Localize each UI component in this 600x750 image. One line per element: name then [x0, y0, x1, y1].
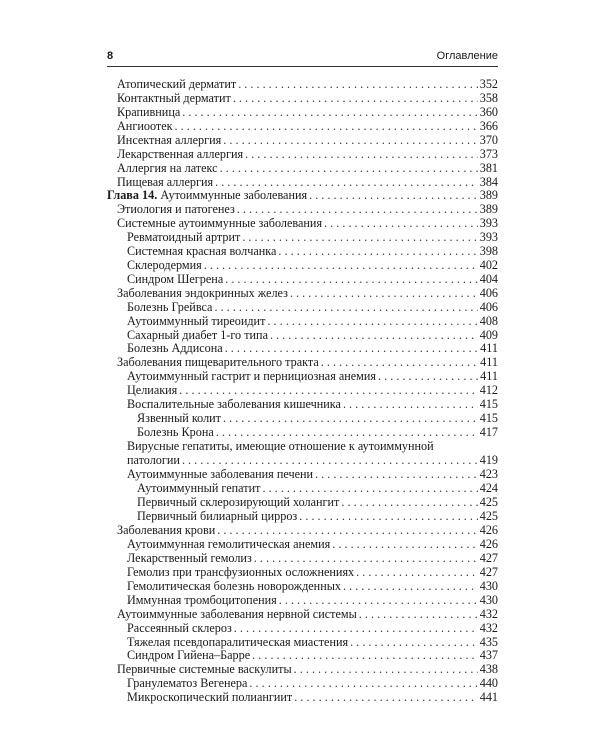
toc-entry-page: 393	[479, 229, 498, 244]
toc-entry-page: 408	[479, 313, 498, 328]
toc-entry-label: Контактный дерматит	[117, 90, 231, 105]
toc-entry-page: 419	[479, 453, 498, 468]
dot-leader	[249, 677, 477, 691]
toc-entry	[107, 524, 498, 538]
toc-entry-label: Синдром Шегрена	[127, 271, 224, 286]
toc-entry-page: 415	[479, 397, 498, 412]
dot-leader	[179, 384, 477, 398]
toc-entry	[107, 608, 498, 622]
toc-entry-label: Гемолиз при трансфузионных осложнениях	[127, 564, 355, 579]
toc-entry	[107, 677, 498, 691]
toc-entry-page: 398	[479, 243, 498, 258]
dot-leader	[234, 622, 478, 636]
toc-entry	[107, 510, 498, 524]
toc-entry-page: 373	[479, 146, 498, 161]
toc-entry	[107, 538, 498, 552]
toc-entry-label: Болезнь Грейвса	[127, 299, 213, 314]
dot-leader	[262, 482, 477, 496]
toc-entry	[107, 329, 498, 343]
dot-leader	[225, 342, 478, 356]
toc-entry-label: Первичный склерозирующий холангит	[137, 494, 340, 509]
toc-entry-page: 427	[479, 550, 498, 565]
toc-entry	[107, 245, 498, 259]
toc-entry	[107, 566, 498, 580]
toc-entry-label: Ангиоотек	[117, 118, 173, 133]
toc-chapter-list	[107, 189, 498, 705]
dot-leader	[290, 287, 478, 301]
dot-leader	[350, 636, 478, 650]
toc-entry-page: 412	[479, 383, 498, 398]
dot-leader	[378, 370, 478, 384]
dot-leader	[270, 329, 478, 343]
toc-entry-label: Воспалительные заболевания кишечника	[127, 397, 341, 412]
toc-entry	[107, 482, 498, 496]
toc-entry-page: 393	[479, 215, 498, 230]
toc-entry-label: Гемолитическая болезнь новорожденных	[127, 578, 342, 593]
toc-entry-page: 384	[479, 174, 498, 189]
toc-entry-label: Склеродермия	[127, 257, 202, 272]
toc-entry	[107, 691, 498, 705]
toc-entry-page: 441	[479, 690, 498, 705]
toc-entry-label: Синдром Гийена–Барре	[127, 648, 251, 663]
toc-entry-label: Заболевания эндокринных желез	[117, 285, 288, 300]
dot-leader	[225, 273, 477, 287]
toc-entry-label: Ревматоидный артрит	[127, 229, 241, 244]
toc-entry	[107, 496, 498, 510]
toc-entry-label: Сахарный диабет 1-го типа	[127, 327, 268, 342]
dot-leader	[267, 315, 477, 329]
toc-entry-label: Гранулематоз Вегенера	[127, 676, 248, 691]
toc-entry	[107, 649, 498, 663]
toc-entry-page: 402	[479, 257, 498, 272]
toc-entry-page: 411	[480, 355, 498, 370]
dot-leader	[279, 594, 478, 608]
toc-entry	[107, 454, 498, 468]
dot-leader	[299, 510, 477, 524]
dot-leader	[321, 356, 478, 370]
chapter-number: Глава 14.	[107, 188, 158, 202]
toc-entry	[107, 398, 498, 412]
toc-entry-page: 404	[479, 271, 498, 286]
toc-entry	[107, 120, 498, 134]
dot-leader	[294, 691, 477, 705]
toc-entry-label: Болезнь Крона	[137, 425, 214, 440]
toc-entry	[107, 663, 498, 677]
toc-entry	[107, 217, 498, 231]
toc-entry-page: 358	[479, 90, 498, 105]
toc-entry-label: Системные аутоиммунные заболевания	[117, 215, 323, 230]
dot-leader	[294, 663, 478, 677]
toc-entry	[107, 315, 498, 329]
toc-entry-label: Болезнь Аддисона	[127, 341, 223, 356]
toc-entry-page: 415	[479, 411, 498, 426]
toc-entry-page: 427	[479, 564, 498, 579]
dot-leader	[242, 231, 477, 245]
toc-entry	[107, 622, 498, 636]
dot-leader	[356, 566, 478, 580]
toc-entry-page: 426	[479, 522, 498, 537]
dot-leader	[238, 78, 478, 92]
toc-entry-page: 417	[479, 425, 498, 440]
toc-entry-page: 409	[479, 327, 498, 342]
toc-entry	[107, 162, 498, 176]
dot-leader	[341, 496, 477, 510]
toc-entry	[107, 384, 498, 398]
toc-entry	[107, 440, 498, 454]
toc-entry-label: Атопический дерматит	[117, 77, 237, 91]
toc-entry-label: Первичные системные васкулиты	[117, 662, 292, 677]
dot-leader	[223, 134, 477, 148]
toc-entry	[107, 106, 498, 120]
dot-leader	[315, 468, 478, 482]
toc-entry	[107, 594, 498, 608]
toc-entry	[107, 412, 498, 426]
toc-entry-label: Первичный билиарный цирроз	[137, 508, 298, 523]
toc-entry	[107, 259, 498, 273]
dot-leader	[252, 649, 478, 663]
dot-leader	[204, 259, 478, 273]
dot-leader	[359, 608, 478, 622]
toc-entry-page: 430	[479, 592, 498, 607]
toc-entry-label: Иммунная тромбоцитопения	[127, 592, 277, 607]
toc-entry-page: 432	[479, 620, 498, 635]
toc-entry-label: Язвенный колит	[137, 411, 222, 426]
toc-entry-page: 432	[479, 606, 498, 621]
toc-entry	[107, 370, 498, 384]
toc-entry-page: 389	[479, 201, 498, 216]
toc-entry-page: 366	[479, 118, 498, 133]
toc-entry-label: Рассеянный склероз	[127, 620, 232, 635]
dot-leader	[309, 189, 478, 203]
toc-entry-label: Лекарственная аллергия	[117, 146, 244, 161]
toc-entry-page: 437	[479, 648, 498, 663]
toc-entry-page: 381	[479, 160, 498, 175]
toc-entry-page: 423	[479, 467, 498, 482]
toc-entry	[107, 78, 498, 92]
toc-entry	[107, 468, 498, 482]
toc-entry-label	[107, 189, 309, 203]
toc-chapter-heading	[107, 189, 498, 203]
running-head: Оглавление	[436, 50, 498, 62]
toc-entry-label: патологии	[127, 453, 180, 468]
toc-entry-label: Аутоиммунный гастрит и пернициозная анемия	[127, 369, 377, 384]
dot-leader	[278, 245, 477, 259]
toc-entry	[107, 301, 498, 315]
dot-leader	[332, 538, 477, 552]
toc-entry-label: Вирусные гепатиты, имеющие отношение к аутоиммунной	[127, 439, 434, 454]
toc-entry-label: Пищевая аллергия	[117, 174, 214, 189]
dot-leader	[214, 301, 477, 315]
toc-entry	[107, 134, 498, 148]
toc-entry-page: 440	[479, 676, 498, 691]
toc-entry-page: 411	[480, 369, 498, 384]
toc-entry-page: 438	[479, 662, 498, 677]
dot-leader	[245, 148, 478, 162]
toc-entry-label: Аутоиммунный тиреоидит	[127, 313, 266, 328]
toc-entry	[107, 636, 498, 650]
toc-entry	[107, 342, 498, 356]
toc-entry-page: 425	[479, 508, 498, 523]
toc-entry-page: 435	[479, 634, 498, 649]
toc-entry	[107, 356, 498, 370]
toc-entry	[107, 92, 498, 106]
toc-entry-page: 352	[479, 77, 498, 91]
dot-leader	[324, 217, 478, 231]
toc-entry-label: Аутоиммунная гемолитическая анемия	[127, 536, 331, 551]
dot-leader	[254, 552, 478, 566]
dot-leader	[220, 162, 478, 176]
header-rule	[107, 66, 498, 67]
toc-entry-label: Системная красная волчанка	[127, 243, 277, 258]
toc-entry-label: Целиакия	[127, 383, 178, 398]
dot-leader	[217, 524, 477, 538]
toc-entry-page: 370	[479, 132, 498, 147]
dot-leader	[175, 120, 478, 134]
toc-entry	[107, 273, 498, 287]
toc-entry-label: Аутоиммунные заболевания нервной системы	[117, 606, 357, 621]
dot-leader	[182, 106, 477, 120]
toc-entry-label: Крапивница	[117, 104, 181, 119]
toc-entry-label: Тяжелая псевдопаралитическая миастения	[127, 634, 349, 649]
dot-leader	[223, 412, 478, 426]
toc-entry-label: Этиология и патогенез	[117, 201, 235, 216]
toc-entry	[107, 287, 498, 301]
toc-entry	[107, 231, 498, 245]
toc-entry-label: Инсектная аллергия	[117, 132, 222, 147]
toc-entry-label: Аутоиммунный гепатит	[137, 481, 261, 496]
toc-entry-page: 424	[479, 481, 498, 496]
dot-leader	[343, 580, 478, 594]
dot-leader	[182, 454, 478, 468]
toc-entry-page: 426	[479, 536, 498, 551]
toc-entry-page: 406	[479, 299, 498, 314]
toc-entry-label: Заболевания пищеварительного тракта	[117, 355, 319, 370]
page-number: 8	[107, 50, 114, 62]
dot-leader	[237, 203, 478, 217]
toc-entry-label: Аллергия на латекс	[117, 160, 218, 175]
toc-entry	[107, 426, 498, 440]
toc-top-list	[107, 78, 498, 190]
toc-entry-page: 360	[479, 104, 498, 119]
toc-entry-label: Лекарственный гемолиз	[127, 550, 252, 565]
dot-leader	[343, 398, 478, 412]
toc-entry-label: Заболевания крови	[117, 522, 216, 537]
toc-entry-page: 430	[479, 578, 498, 593]
toc-entry-page: 389	[479, 188, 498, 202]
toc-entry	[107, 580, 498, 594]
dot-leader	[216, 426, 478, 440]
page-header	[107, 49, 498, 63]
toc-entry	[107, 148, 498, 162]
toc-entry-page: 411	[480, 341, 498, 356]
chapter-title: Аутоиммунные заболевания	[160, 188, 308, 202]
dot-leader	[233, 92, 478, 106]
toc-entry	[107, 552, 498, 566]
toc-entry-page: 425	[479, 494, 498, 509]
toc-entry-page: 406	[479, 285, 498, 300]
toc-entry	[107, 203, 498, 217]
toc-entry-label: Аутоиммунные заболевания печени	[127, 467, 314, 482]
toc-entry-label: Микроскопический полиангиит	[127, 690, 293, 705]
